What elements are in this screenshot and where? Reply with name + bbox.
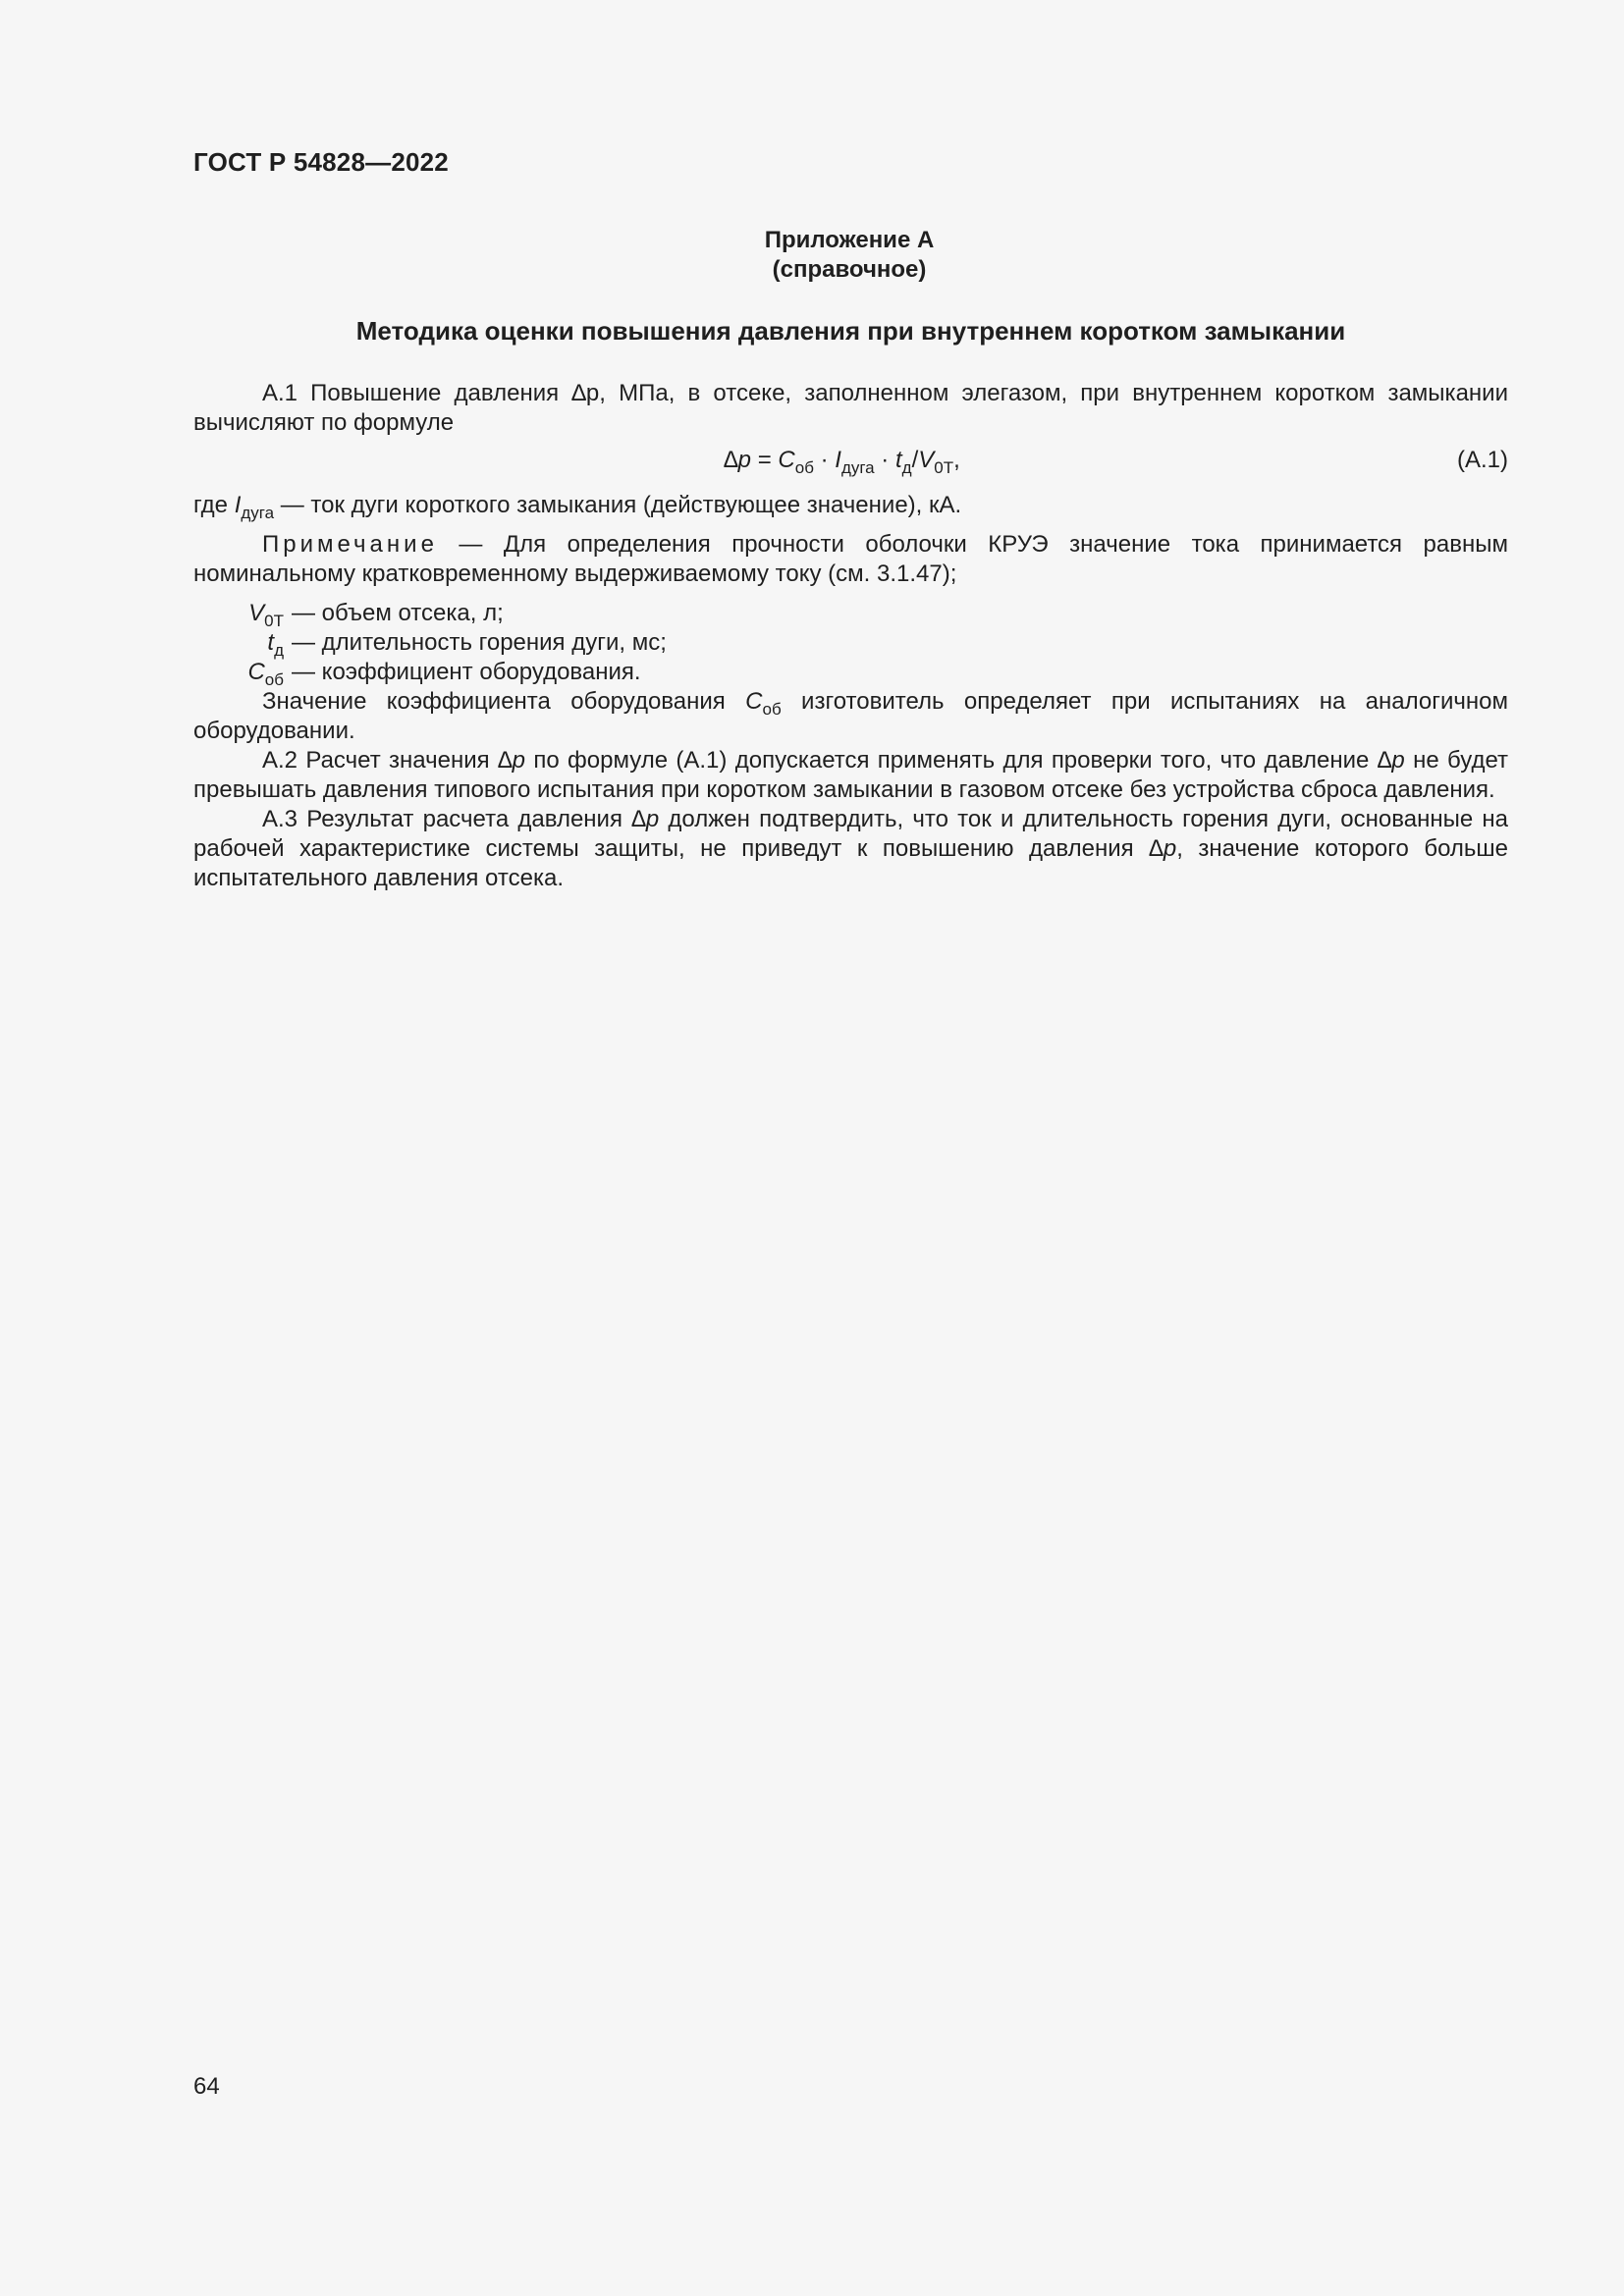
section-title: Методика оценки повышения давления при внутреннем коротком замыкании — [355, 316, 1346, 346]
definition-symbol-sub: д — [274, 641, 284, 660]
where-prefix: где — [193, 492, 235, 518]
paragraph-a3 — [193, 805, 1508, 893]
coef-symbol: C — [745, 688, 763, 715]
definition-symbol-main: V — [248, 600, 265, 626]
a1-delta: ∆р — [571, 380, 600, 406]
where-symbol: I — [234, 492, 242, 518]
formula-i: I — [835, 447, 841, 473]
where-text: — ток дуги короткого замыкания (действующее значение), кА. — [274, 492, 962, 518]
formula-i-sub: дуга — [840, 458, 875, 477]
a3-before: А.3 Результат расчета давления — [262, 806, 632, 832]
paragraph-a2 — [193, 746, 1508, 805]
definition-symbol-sub: об — [264, 670, 284, 689]
formula-v-sub: 0T — [934, 458, 954, 477]
coef-before: Значение коэффициента оборудования — [262, 688, 746, 715]
note — [193, 530, 1508, 589]
where-symbol-sub: дуга — [241, 504, 275, 522]
definition-symbol — [193, 658, 292, 687]
definition-symbol-sub: 0T — [264, 612, 284, 630]
a2-middle: по формуле (А.1) допускается применять для проверки того, что давление — [525, 747, 1378, 774]
definition-symbol — [193, 599, 292, 628]
formula-c: C — [778, 447, 795, 473]
definition-text: — коэффициент оборудования. — [292, 659, 641, 685]
coef-after: изготовитель определяет при испытаниях на аналогичном оборудовании. — [193, 688, 1508, 744]
appendix-label: Приложение А — [764, 227, 935, 253]
formula-lhs: ∆p — [724, 447, 752, 473]
a2-delta-1: ∆p — [497, 747, 525, 774]
paragraph-a1 — [193, 379, 1508, 438]
a3-delta-1: ∆p — [631, 806, 660, 832]
definition-item — [193, 658, 1508, 687]
formula-slash: / — [911, 447, 919, 473]
formula-c-sub: об — [794, 458, 814, 477]
definition-text: — длительность горения дуги, мс; — [292, 629, 667, 656]
paragraph-coefficient — [193, 687, 1508, 746]
note-text: — Для определения прочности оболочки КРУЭ значение тока принимается равным номинальному кратковременному выдерживаемому току (см. 3.1.47); — [193, 531, 1508, 587]
a2-after: не будет превышать давления типового испытания при коротком замыкании в газовом отсеке без устройства сброса давления. — [193, 747, 1509, 803]
definition-symbol-main: C — [247, 659, 265, 685]
definition-symbol-main: t — [267, 629, 275, 656]
a3-after: , значение которого больше испытательного давления отсека. — [193, 835, 1508, 891]
formula-eq: = — [751, 447, 779, 473]
definition-item — [193, 628, 1508, 658]
definitions-list — [193, 599, 1508, 687]
a2-before: А.2 Расчет значения — [262, 747, 498, 774]
where-clause — [193, 491, 1508, 520]
page-number: 64 — [193, 2073, 220, 2100]
document-body — [193, 379, 1508, 893]
a3-delta-2: ∆p — [1149, 835, 1177, 862]
a1-text-after: , МПа, в отсеке, заполненном элегазом, при внутреннем коротком замыкании вычисляют по формуле — [193, 380, 1508, 436]
coef-symbol-sub: об — [762, 700, 782, 719]
appendix-heading — [0, 226, 1624, 285]
definition-symbol — [193, 628, 292, 658]
appendix-kind: (справочное) — [772, 256, 927, 283]
formula-a1 — [193, 442, 1508, 481]
formula-dot2: · — [874, 447, 895, 473]
formula-dot1: · — [813, 447, 836, 473]
document-code: ГОСТ Р 54828—2022 — [193, 147, 449, 177]
formula-number: (А.1) — [1456, 447, 1508, 473]
definition-text: — объем отсека, л; — [292, 600, 504, 626]
formula-v: V — [918, 447, 935, 473]
formula-t-sub: д — [901, 458, 912, 477]
a3-middle: должен подтвердить, что ток и длительность горения дуги, основанные на рабочей характеристике системы защиты, не приведут к повышению давления — [193, 806, 1509, 862]
formula-t: t — [894, 447, 902, 473]
definition-item — [193, 599, 1508, 628]
note-label: Примечание — [262, 531, 438, 558]
a2-delta-2: ∆p — [1377, 747, 1405, 774]
formula-comma: , — [953, 447, 960, 473]
a1-text-before: А.1 Повышение давления — [262, 380, 572, 406]
formula-expression — [724, 446, 960, 475]
